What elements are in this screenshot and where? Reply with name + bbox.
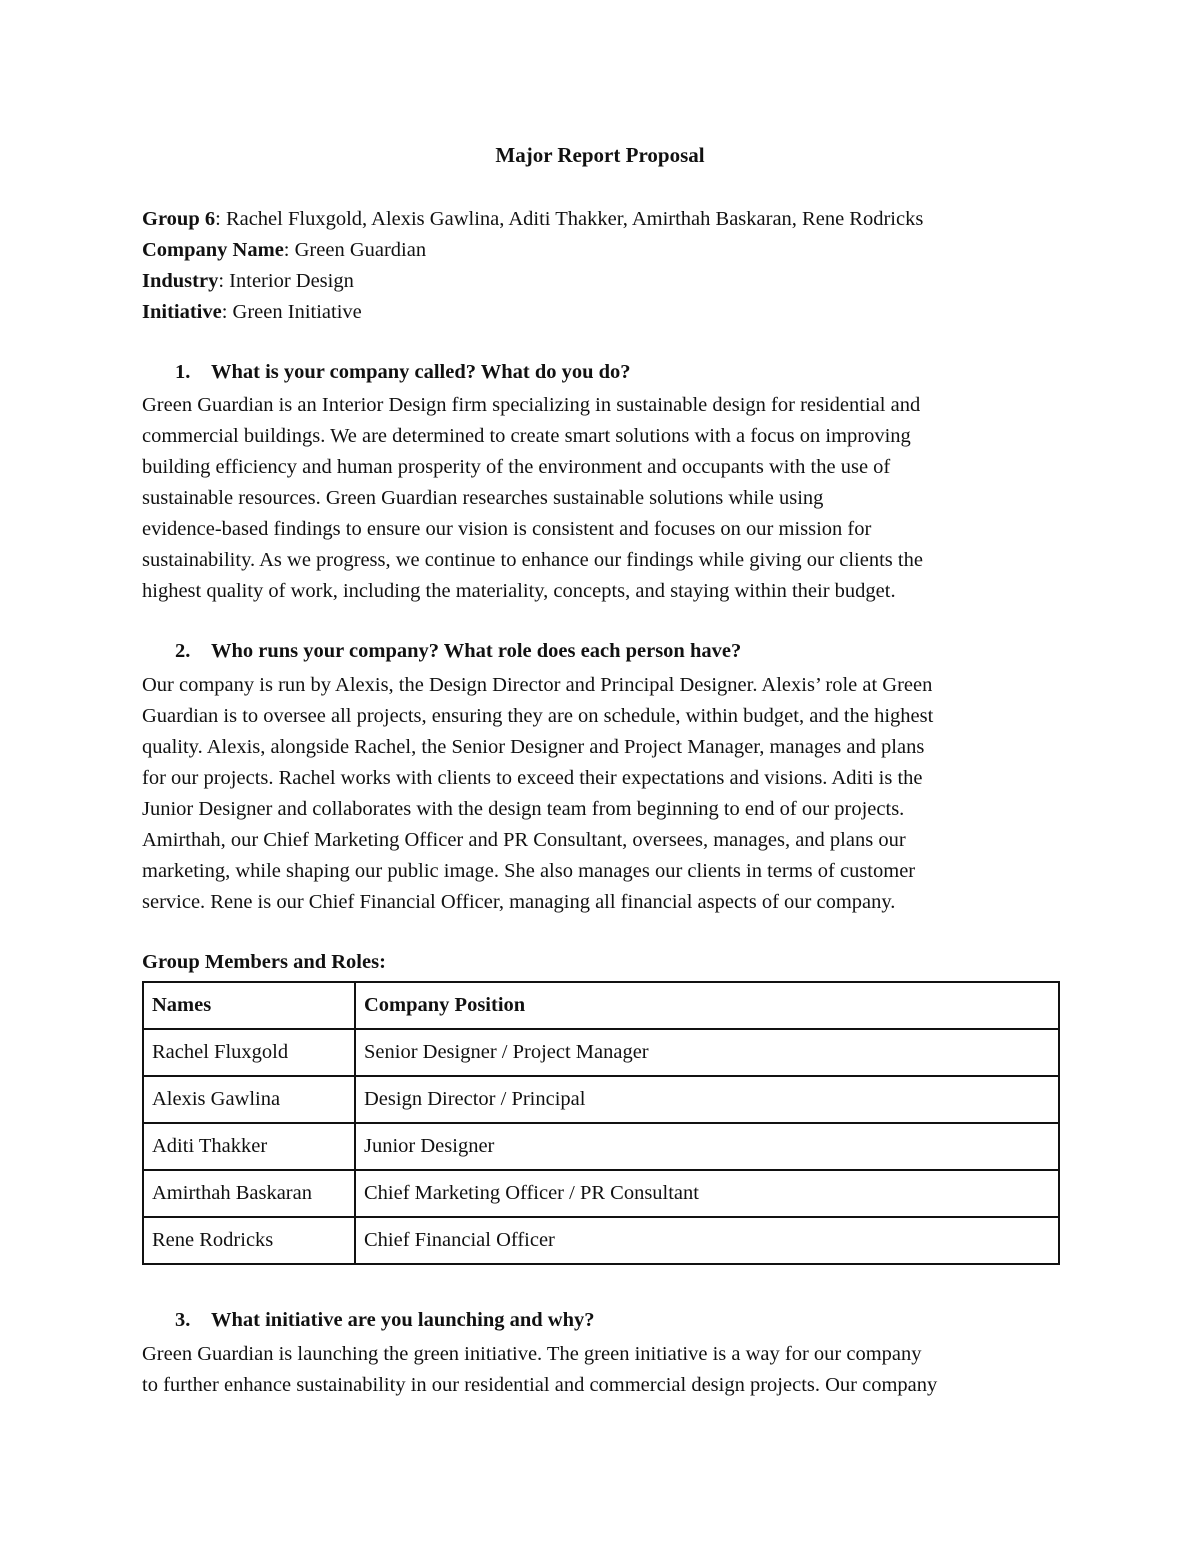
table-header-cell: Company Position [355, 982, 1059, 1029]
table-cell-position: Design Director / Principal [355, 1076, 1059, 1123]
table-row [143, 1029, 1059, 1076]
paragraph-line: Guardian is to oversee all projects, ensuring they are on schedule, within budget, and the highest [142, 705, 934, 727]
paragraph-line: service. Rene is our Chief Financial Officer, managing all financial aspects of our company. [142, 891, 896, 913]
question-number: 2. [175, 640, 191, 662]
meta-label: Industry [142, 270, 219, 292]
table-header-cell: Names [143, 982, 355, 1029]
table-cell-position: Chief Financial Officer [355, 1217, 1059, 1264]
table-cell-position: Senior Designer / Project Manager [355, 1029, 1059, 1076]
table-row [143, 1217, 1059, 1264]
meta-separator: : [215, 208, 226, 230]
paragraph-line: commercial buildings. We are determined to create smart solutions with a focus on improving [142, 425, 911, 447]
question-text: What initiative are you launching and why? [211, 1309, 595, 1331]
paragraph-line: building efficiency and human prosperity of the environment and occupants with the use of [142, 456, 891, 478]
meta-separator: : [283, 239, 295, 261]
meta-label: Company Name [142, 239, 284, 261]
question-3-heading [175, 1309, 595, 1332]
table-row [143, 1123, 1059, 1170]
question-2-heading [175, 640, 741, 663]
question-1-heading [175, 361, 631, 384]
table-cell-name: Rene Rodricks [143, 1217, 355, 1264]
proposal-meta [142, 204, 923, 328]
meta-separator: : [218, 270, 230, 292]
paragraph-line: for our projects. Rachel works with clients to exceed their expectations and visions. Aditi is the [142, 767, 923, 789]
question-text: Who runs your company? What role does each person have? [211, 640, 742, 662]
meta-group [142, 204, 923, 235]
paragraph-line: quality. Alexis, alongside Rachel, the Senior Designer and Project Manager, manages and plans [142, 736, 925, 758]
meta-value: Rachel Fluxgold, Alexis Gawlina, Aditi Thakker, Amirthah Baskaran, Rene Rodricks [225, 208, 924, 230]
paragraph-line: sustainability. As we progress, we continue to enhance our findings while giving our clients the [142, 549, 923, 571]
table-cell-name: Amirthah Baskaran [143, 1170, 355, 1217]
meta-label: Initiative [142, 301, 222, 323]
meta-initiative [142, 297, 923, 328]
meta-company-name [142, 235, 923, 266]
table-cell-position: Junior Designer [355, 1123, 1059, 1170]
table-cell-name: Aditi Thakker [143, 1123, 355, 1170]
meta-label: Group 6 [142, 208, 216, 230]
page-title: Major Report Proposal [495, 143, 705, 167]
answer-3-paragraph [142, 1339, 1072, 1401]
question-number: 3. [175, 1309, 191, 1331]
table-cell-position: Chief Marketing Officer / PR Consultant [355, 1170, 1059, 1217]
meta-separator: : [221, 301, 233, 323]
paragraph-line: sustainable resources. Green Guardian researches sustainable solutions while using [142, 487, 824, 509]
paragraph-line: to further enhance sustainability in our residential and commercial design projects. Our company [142, 1374, 938, 1396]
meta-value: Green Guardian [294, 239, 427, 261]
paragraph-line: marketing, while shaping our public image. She also manages our clients in terms of customer [142, 860, 916, 882]
paragraph-line: highest quality of work, including the materiality, concepts, and staying within their budget. [142, 580, 896, 602]
answer-2-paragraph [142, 670, 1072, 918]
table-row [143, 1170, 1059, 1217]
meta-value: Interior Design [229, 270, 354, 292]
table-title: Group Members and Roles: [142, 951, 386, 973]
paragraph-line: Junior Designer and collaborates with the design team from beginning to end of our projects. [142, 798, 905, 820]
question-number: 1. [175, 361, 191, 383]
answer-1-paragraph [142, 390, 1072, 607]
meta-industry [142, 266, 923, 297]
roles-table [142, 981, 1060, 1265]
paragraph-line: Green Guardian is an Interior Design firm specializing in sustainable design for residential and [142, 394, 921, 416]
paragraph-line: evidence-based findings to ensure our vision is consistent and focuses on our mission for [142, 518, 872, 540]
question-text: What is your company called? What do you do? [211, 361, 631, 383]
table-row [143, 1076, 1059, 1123]
meta-value: Green Initiative [232, 301, 362, 323]
paragraph-line: Amirthah, our Chief Marketing Officer and PR Consultant, oversees, manages, and plans our [142, 829, 906, 851]
table-header-row [143, 982, 1059, 1029]
table-cell-name: Alexis Gawlina [143, 1076, 355, 1123]
paragraph-line: Our company is run by Alexis, the Design Director and Principal Designer. Alexis’ role at Green [142, 674, 933, 696]
table-cell-name: Rachel Fluxgold [143, 1029, 355, 1076]
paragraph-line: Green Guardian is launching the green initiative. The green initiative is a way for our company [142, 1343, 922, 1365]
